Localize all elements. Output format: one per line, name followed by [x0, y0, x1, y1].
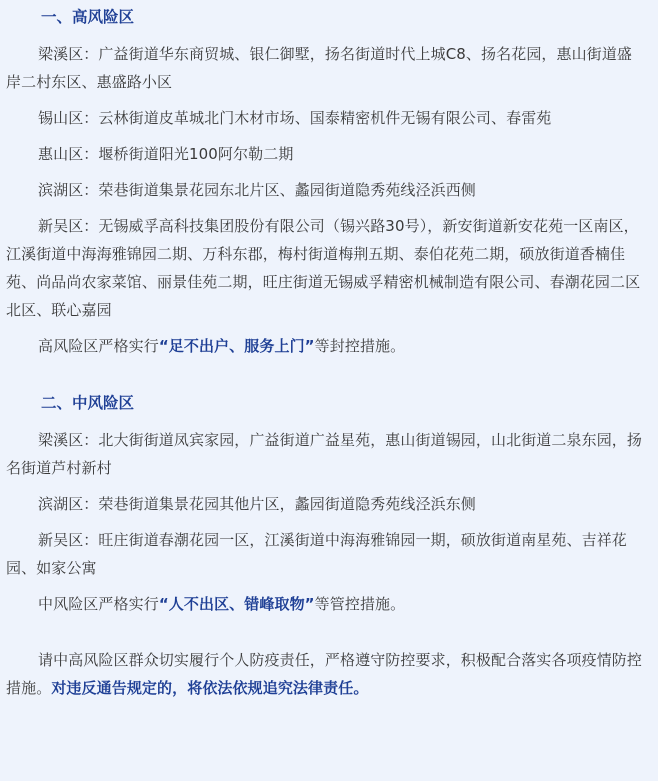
- measure-emphasis: “足不出户、服务上门”: [158, 337, 315, 355]
- medium-risk-xinwu: 新吴区：旺庄街道春潮花园一区，江溪街道中海海雅锦园一期，硕放街道南星苑、吉祥花园、如家公寓: [6, 531, 627, 577]
- high-risk-xishan: 锡山区：云林街道皮革城北门木材市场、国泰精密机件无锡有限公司、春雷苑: [38, 109, 552, 127]
- high-risk-measure: [6, 332, 644, 360]
- high-risk-xinwu: 新吴区：无锡威孚高科技集团股份有限公司（锡兴路30号），新安街道新安花苑一区南区，江溪街道中海海雅锦园二期、万科东郡，梅村街道梅荆五期、泰伯花苑二期，硕放街道香楠佳苑、尚品尚农家菜馆、丽景佳苑二期，旺庄街道无锡威孚精密机械制造有限公司、春潮花园二区北区、联心嘉园: [6, 217, 641, 319]
- measure-suffix: 等管控措施。: [314, 595, 406, 613]
- measure-suffix: 等封控措施。: [314, 337, 406, 355]
- closing-text: 请中高风险区群众切实履行个人防疫责任，严格遵守防控要求，积极配合落实各项疫情防控措施。: [6, 651, 643, 697]
- closing-emphasis: 对违反通告规定的，将依法依规追究法律责任。: [51, 679, 369, 697]
- medium-risk-measure: [6, 590, 644, 618]
- measure-prefix: 高风险区严格实行: [38, 337, 159, 355]
- high-risk-liangxi: 梁溪区：广益街道华东商贸城、银仁御墅，扬名街道时代上城C8、扬名花园，惠山街道盛岸二村东区、惠盛路小区: [6, 45, 633, 91]
- closing-paragraph: [6, 646, 644, 702]
- high-risk-binhu: 滨湖区：荣巷街道集景花园东北片区、蠡园街道隐秀苑线泾浜西侧: [38, 181, 476, 199]
- medium-risk-binhu: 滨湖区：荣巷街道集景花园其他片区，蠡园街道隐秀苑线泾浜东侧: [38, 495, 476, 513]
- medium-risk-heading: 二、中风险区: [41, 394, 135, 412]
- measure-emphasis: “人不出区、错峰取物”: [158, 595, 315, 613]
- high-risk-huishan: 惠山区：堰桥街道阳光100阿尔勒二期: [38, 145, 294, 163]
- measure-prefix: 中风险区严格实行: [38, 595, 159, 613]
- medium-risk-liangxi: 梁溪区：北大街街道凤宾家园，广益街道广益星苑，惠山街道锡园，山北街道二泉东园，扬名街道芦村新村: [6, 431, 643, 477]
- high-risk-heading: 一、高风险区: [41, 8, 135, 26]
